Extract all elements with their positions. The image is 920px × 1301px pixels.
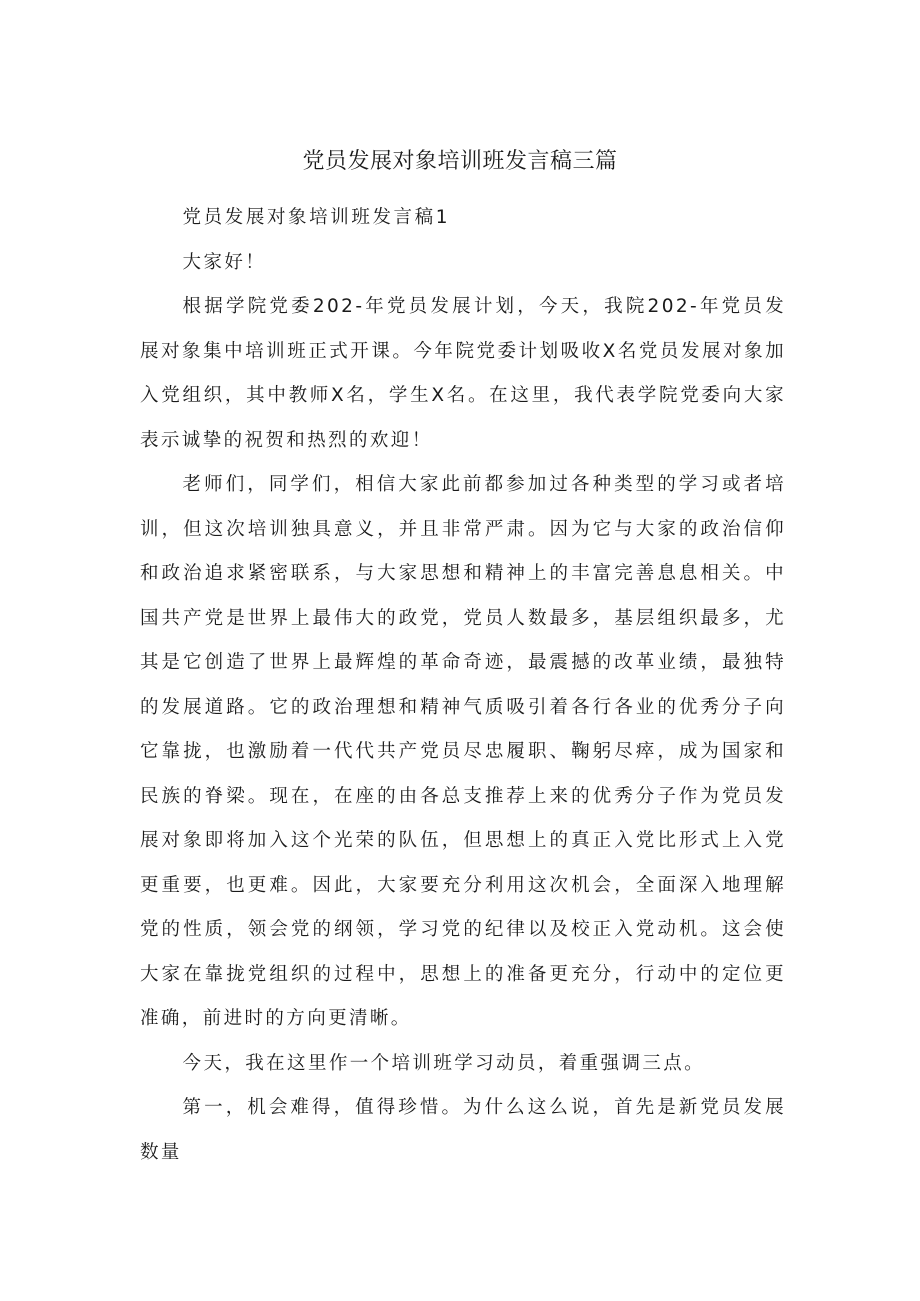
greeting-paragraph: 大家好！ [182, 251, 267, 273]
body-paragraph: 老师们，同学们，相信大家此前都参加过各种类型的学习或者培训，但这次培训独具意义，并且非常严肃。因为它与大家的政治信仰和政治追求紧密联系，与大家思想和精神上的丰富完善息息相关。中国共产党是世界上最伟大的政党，党员人数最多，基层组织最多，尤其是它创造了世界上最辉煌的革命奇迹，最震撼的改革业绩，最独特的发展道路。它的政治理想和精神气质吸引着各行各业的优秀分子向它靠拢，也激励着一代代共产党员尽忠履职、鞠躬尽瘁，成为国家和民族的脊梁。现在，在座的由各总支推荐上来的优秀分子作为党员发展对象即将加入这个光荣的队伍，但思想上的真正入党比形式上入党更重要，也更难。因此，大家要充分利用这次机会，全面深入地理解党的性质，领会党的纲领，学习党的纪律以及校正入党动机。这会使大家在靠拢党组织的过程中，思想上的准备更充分，行动中的定位更准确，前进时的方向更清晰。 [140, 474, 786, 1029]
document-body [140, 196, 786, 1175]
body-paragraph: 根据学院党委202-年党员发展计划，今天，我院202-年党员发展对象集中培训班正式开课。今年院党委计划吸收X名党员发展对象加入党组织，其中教师X名，学生X名。在这里，我代表学院党委向大家表示诚挚的祝贺和热烈的欢迎！ [140, 296, 786, 451]
section-heading: 党员发展对象培训班发言稿1 [182, 207, 451, 228]
body-paragraph: 第一，机会难得，值得珍惜。为什么这么说，首先是新党员发展数量 [140, 1097, 786, 1163]
document-title: 党员发展对象培训班发言稿三篇 [302, 149, 618, 174]
body-paragraph: 今天，我在这里作一个培训班学习动员，着重强调三点。 [182, 1052, 706, 1074]
